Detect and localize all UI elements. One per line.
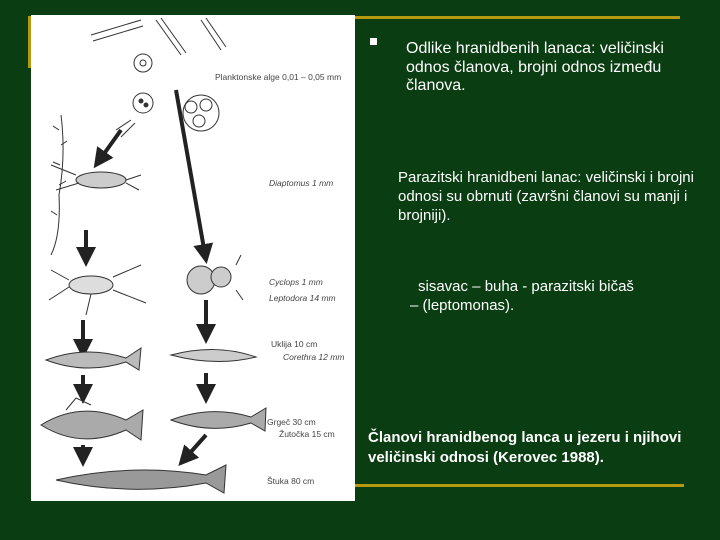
diaptomus-drawing	[51, 165, 141, 190]
label-corethra: Corethra 12 mm	[283, 352, 345, 362]
label-cyclops: Cyclops 1 mm	[269, 277, 323, 287]
top-rule	[352, 16, 680, 19]
algae-drawing	[91, 18, 226, 137]
figure-caption: Članovi hranidbenog lanca u jezeru i njihovi veličinski odnosi (Kerovec 1988).	[368, 429, 682, 466]
pike-fish-drawing	[56, 465, 226, 493]
leptodora-drawing	[187, 255, 243, 300]
bullet-square	[370, 38, 377, 45]
corethra-larva-drawing	[171, 349, 256, 361]
label-algae: Planktonske alge 0,01 – 0,05 mm	[215, 72, 342, 82]
bottom-rule	[352, 484, 684, 487]
label-zutocka: Žutočka 15 cm	[279, 429, 335, 439]
food-chain-figure	[31, 15, 355, 501]
zutocka-fish-drawing	[171, 408, 266, 431]
perch-fish-drawing	[41, 398, 143, 440]
parasitic-example	[410, 277, 700, 315]
water-plant-drawing	[51, 115, 67, 255]
label-stuka: Štuka 80 cm	[267, 476, 315, 486]
parasitic-chain-text: Parazitski hranidbeni lanac: veličinski i brojni odnosi su obrnuti (završni članovi su manji i brojniji).	[398, 169, 694, 224]
uklija-fish-drawing	[46, 348, 141, 370]
label-leptodora: Leptodora 14 mm	[269, 293, 336, 303]
bullet-heading: Odlike hranidbenih lanaca: veličinski odnos članova, brojni odnos između članova.	[406, 40, 664, 94]
example-line-1: sisavac – buha - parazitski bičaš	[418, 278, 634, 295]
example-line-2: – (leptomonas).	[410, 297, 515, 314]
cyclops-drawing	[49, 265, 146, 315]
label-uklija: Uklija 10 cm	[271, 339, 318, 349]
label-grgec: Grgeč 30 cm	[267, 417, 316, 427]
label-diaptomus: Diaptomus 1 mm	[269, 178, 334, 188]
